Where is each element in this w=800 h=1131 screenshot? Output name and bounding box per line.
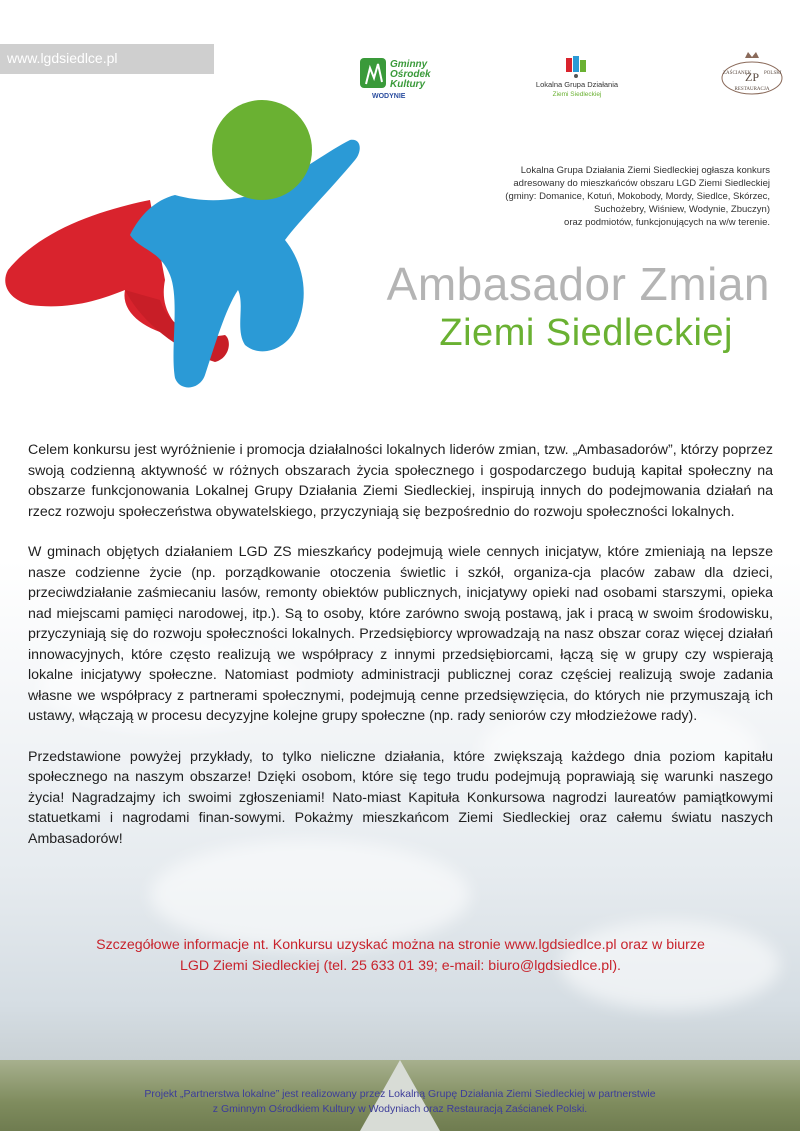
title-ziemi-siedleckiej: Ziemi Siedleckiej: [439, 312, 733, 354]
zp-top2: POLSKI: [764, 71, 782, 76]
body-paragraph: Celem konkursu jest wyróżnienie i promocja działalności lokalnych liderów zmian, tzw. „Ambasadorów”, którzy poprzez swoją codzienną aktywność w różnych obszarach życia społecznego i gospodarczego budują kapitał społeczny na obszarze funkcjonowania Lokalnej Grupy Działania Ziemi Siedleckiej, inspirują innych do podejmowania działań na rzecz rozwoju społeczeństwa obywatelskiego, przyczyniają się bezpośrednio do rozwoju społeczności lokalnych.: [28, 442, 773, 520]
gok-line-2: Ośrodek: [390, 69, 431, 80]
crown-icon: [745, 52, 759, 58]
gok-line-3: Kultury: [390, 79, 425, 90]
announcement-line: adresowany do mieszkańców obszaru LGD Ziemi Siedleckiej: [513, 178, 770, 189]
body-text: [28, 440, 773, 869]
lgd-line-1: Lokalna Grupa Działania: [535, 80, 619, 89]
announcement-line: Suchożebry, Wiśniew, Wodynie, Zbuczyn): [594, 204, 770, 215]
gok-wodynie-logo: [358, 54, 448, 100]
zp-top: ZAŚCIANEK: [723, 71, 752, 76]
announcement-line: (gminy: Domanice, Kotuń, Mokobody, Mordy, Siedlce, Skórzec,: [505, 191, 770, 202]
zascianek-polski-logo: [718, 48, 786, 102]
lgd-line-2: Ziemi Siedleckiej: [552, 91, 602, 98]
url-badge[interactable]: [0, 44, 214, 74]
announcement-text: [420, 164, 770, 229]
green-head: [212, 100, 312, 200]
gok-place: WODYNIE: [372, 93, 406, 100]
title-ambasador-zmian: Ambasador Zmian: [386, 258, 770, 310]
project-footer: [40, 1087, 760, 1117]
contact-info-line: Szczegółowe informacje nt. Konkursu uzyskać można na stronie www.lgdsiedlce.pl oraz w biurze: [96, 937, 705, 953]
announcement-line: oraz podmiotów, funkcjonujących na w/w terenie.: [564, 217, 770, 228]
zp-mark: ZP: [744, 70, 760, 84]
lgd-logo: [534, 54, 620, 100]
gok-line-1: Gminny: [390, 59, 428, 70]
footer-line: z Gminnym Ośrodkiem Kultury w Wodyniach oraz Restauracją Zaścianek Polski.: [212, 1103, 588, 1115]
footer-line: Projekt „Partnerstwa lokalne” jest realizowany przez Lokalną Grupę Działania Ziemi Siedleckiej w partnerstwie: [144, 1088, 656, 1100]
url-link[interactable]: www.lgdsiedlce.pl: [7, 50, 118, 66]
announcement-line: Lokalna Grupa Działania Ziemi Siedleckiej ogłasza konkurs: [520, 165, 770, 176]
body-paragraph: W gminach objętych działaniem LGD ZS mieszkańcy podejmują wiele cennych inicjatyw, które zmieniają na lepsze nasze codzienne życie (np. porządkowanie otoczenia świetlic i szkół, organiza-cja placów zabaw dla dzieci, przeciwdziałanie zaśmiecaniu lasów, remonty obiektów publicznych, inicjatywy opieki nad osobami starszymi, opieka nad miejscami pamięci narodowej, itp.). Są to osoby, które zarówno swoją postawą, jak i pracą w swoim środowisku, przyczyniają się do rozwoju społeczności lokalnych. Przedsiębiorcy wprowadzają na nasz obszar coraz więcej działań innowacyjnych, które często realizują we współpracy z innymi przedsiębiorcami, łączą się w grupy czy wspierają lokalne inicjatywy społeczne. Natomiast podmioty administracji publicznej coraz częściej realizują swoje zadania własne we współpracy z partnerami społecznymi, podejmują cenne przedsięwzięcia, do których nie przymuszają ich ustawy, włączają w procesu decyzyjne kolejne grupy społeczne (np. rady seniorów czy młodzieżowe rady).: [28, 544, 773, 724]
contact-info-line: LGD Ziemi Siedleckiej (tel. 25 633 01 39; e-mail: biuro@lgdsiedlce.pl).: [179, 957, 622, 974]
zp-bottom: RESTAURACJA: [734, 87, 770, 92]
body-paragraph: Przedstawione powyżej przykłady, to tylko nieliczne działania, które zwiększają każdego dnia poziom kapitału społecznego na naszym obszarze! Dzięki osobom, które się tego trudu podejmują poprawiają się warunki naszego życia! Nagradzajmy ich swoimi zgłoszeniami! Nato-miast Kapituła Konkursowa nagrodzi laureatów pamiątkowymi statuetkami i nagrodami finan-sowymi. Pokażmy mieszkańcom Ziemi Siedleckiej oraz całemu światu naszych Ambasadorów!: [28, 748, 773, 847]
contact-info: [28, 935, 773, 976]
